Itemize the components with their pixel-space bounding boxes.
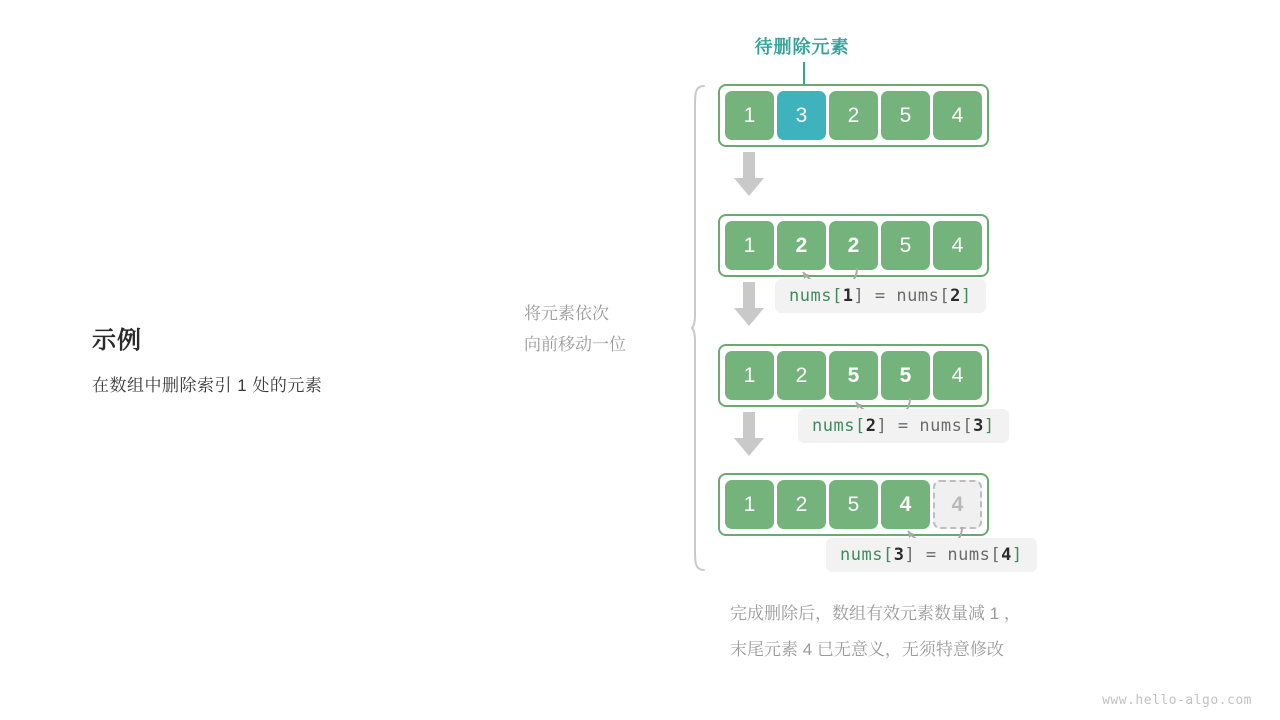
shift-note-line-2: 向前移动一位 [524, 335, 626, 354]
array-cell: 1 [725, 91, 774, 140]
array-cell: 5 [829, 480, 878, 529]
step-1-initial-array [718, 84, 989, 147]
array-cell: 2 [829, 91, 878, 140]
assignment-label-1 [775, 279, 986, 313]
array-cell: 5 [881, 91, 930, 140]
array-cell-updated: 2 [777, 221, 826, 270]
array-cell: 1 [725, 351, 774, 400]
array-cell-updated: 4 [881, 480, 930, 529]
shift-note-line-1: 将元素依次 [524, 304, 609, 323]
watermark: www.hello-algo.com [1102, 693, 1252, 708]
grouping-bracket [690, 84, 706, 572]
code-end: ] [960, 286, 972, 306]
completion-note [730, 596, 1250, 668]
code-mid: ] = nums[ [904, 545, 1002, 565]
array-cell: 4 [933, 221, 982, 270]
to-delete-pointer-line [803, 62, 805, 84]
shift-note [524, 298, 684, 360]
code-rhs-index: 3 [973, 416, 984, 436]
array-cell: 4 [933, 351, 982, 400]
down-arrow-icon [734, 412, 764, 456]
code-lhs: nums[ [840, 545, 894, 565]
code-lhs: nums[ [812, 416, 866, 436]
array-cell: 1 [725, 480, 774, 529]
array-cell: 2 [777, 351, 826, 400]
array-cell: 2 [777, 480, 826, 529]
assignment-label-2 [798, 409, 1009, 443]
down-arrow-icon [734, 152, 764, 196]
code-lhs-index: 3 [893, 545, 905, 565]
array-cell-invalid: 4 [933, 480, 982, 529]
code-end: ] [1011, 545, 1023, 565]
assignment-label-3 [826, 538, 1037, 572]
array-cell: 1 [725, 221, 774, 270]
code-mid: ] = nums[ [876, 416, 974, 436]
array-cell: 5 [881, 221, 930, 270]
page-title: 示例 [92, 327, 142, 354]
down-arrow-icon [734, 282, 764, 326]
array-cell-highlighted: 3 [777, 91, 826, 140]
array-cell: 4 [933, 91, 982, 140]
code-lhs: nums[ [789, 286, 843, 306]
code-lhs-index: 1 [842, 286, 854, 306]
example-caption [92, 320, 472, 396]
completion-note-line-2: 末尾元素 4 已无意义，无须特意修改 [730, 640, 1004, 659]
array-cell-updated: 5 [829, 351, 878, 400]
array-cell-source: 5 [881, 351, 930, 400]
page-subtitle: 在数组中删除索引 1 处的元素 [92, 376, 323, 395]
code-rhs-index: 2 [950, 286, 961, 306]
code-end: ] [983, 416, 995, 436]
code-rhs-index: 4 [1001, 545, 1012, 565]
code-lhs-index: 2 [865, 416, 877, 436]
to-delete-label: 待删除元素 [754, 37, 850, 57]
code-mid: ] = nums[ [853, 286, 951, 306]
array-cell-source: 2 [829, 221, 878, 270]
completion-note-line-1: 完成删除后，数组有效元素数量减 1 ， [730, 604, 1021, 623]
